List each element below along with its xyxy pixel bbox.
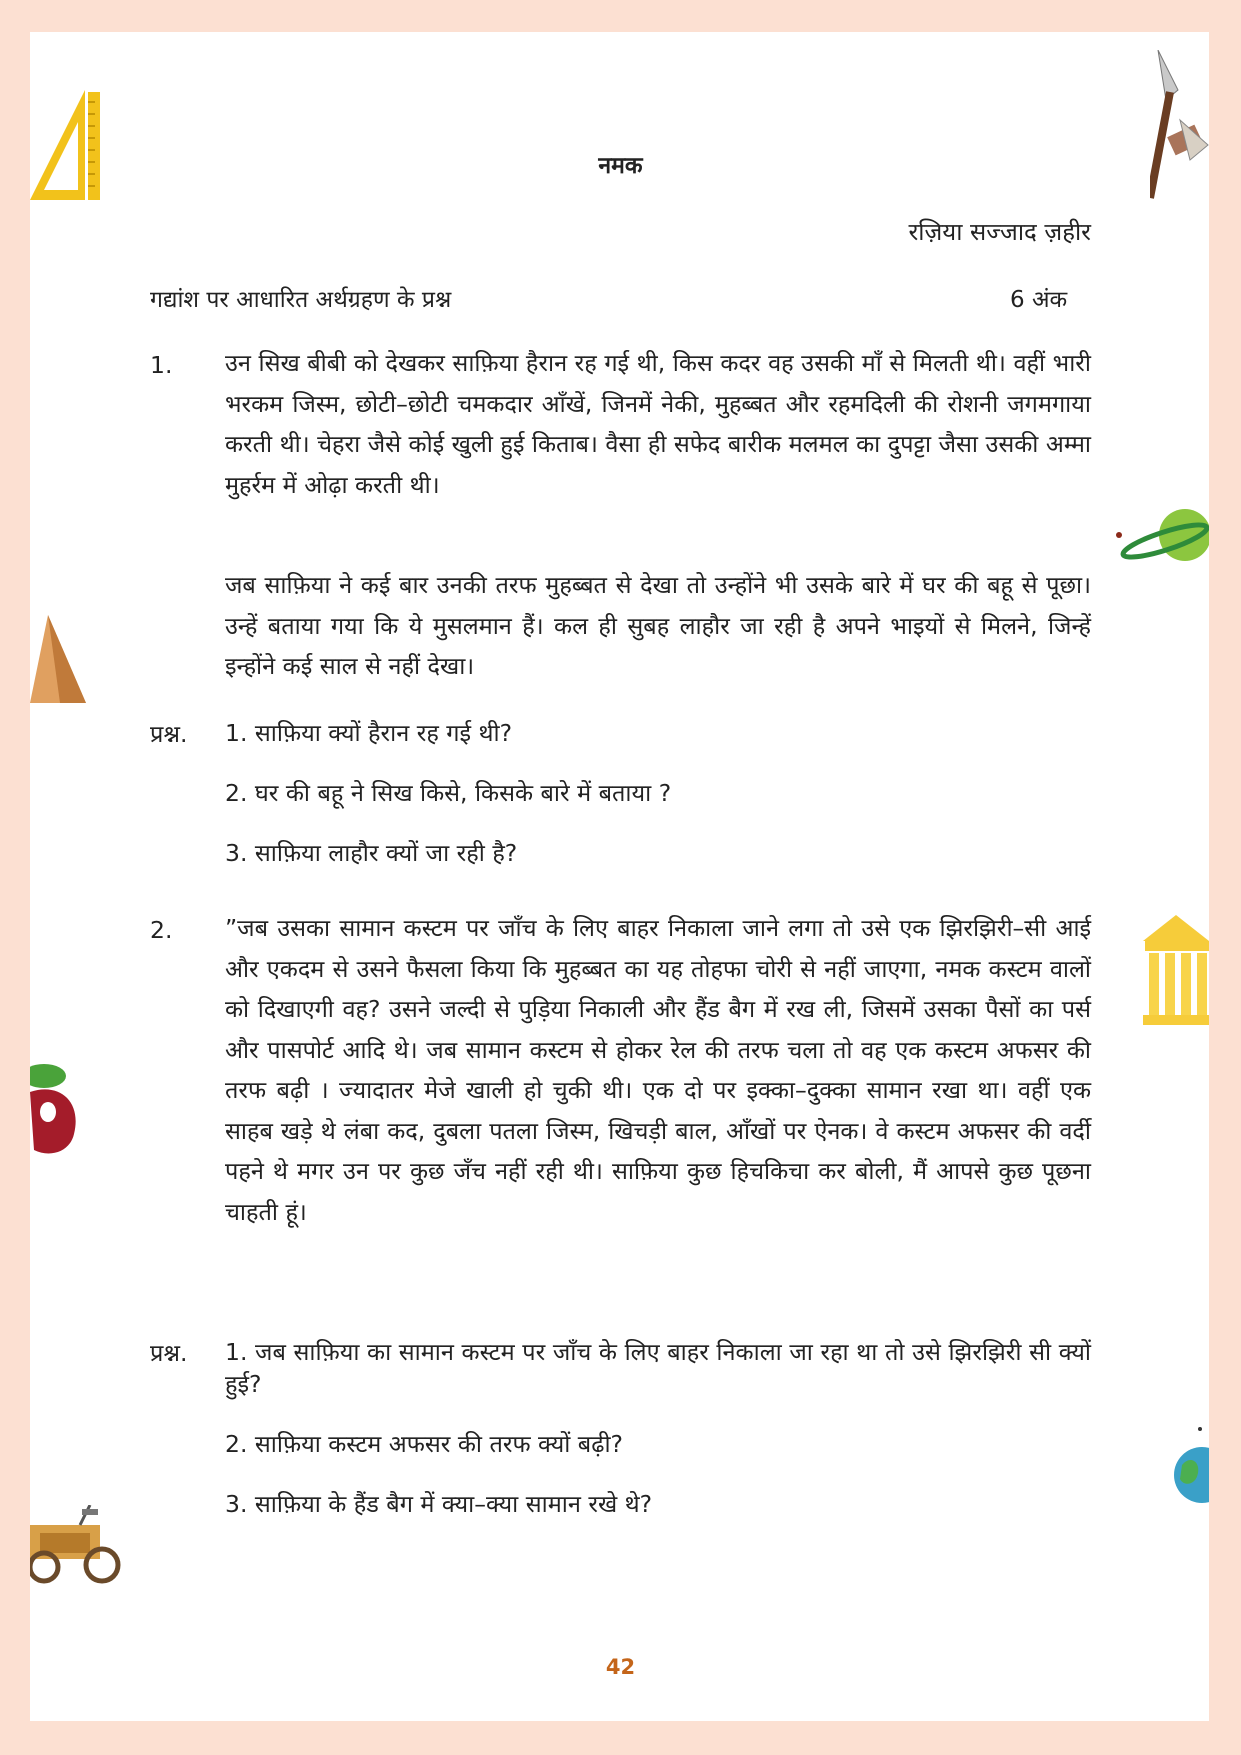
passage-1 (150, 343, 1090, 883)
author-name: रज़िया सज्जाद ज़हीर (908, 218, 1091, 246)
question-item: 2. घर की बहू ने सिख किसे, किसके बारे में बताया ? (225, 779, 672, 807)
question-item: 2. साफ़िया कस्टम अफसर की तरफ क्यों बढ़ी? (225, 1430, 624, 1458)
pillar-icon (1143, 915, 1209, 1027)
pyramid-icon (30, 615, 86, 705)
question-item: 3. साफ़िया लाहौर क्यों जा रही है? (225, 839, 518, 867)
passage-paragraph: जब साफ़िया ने कई बार उनकी तरफ मुहब्बत से देखा तो उन्होंने भी उसके बारे में घर की बहू से पूछा। उन्हें बताया गया कि ये मुसलमान हैं। कल ही सुबह लाहौर जा रही है अपने भाइयों से मिलने, जिन्हें इन्होंने कई साल से नहीं देखा। (225, 571, 1091, 680)
ruler-set-square-icon (30, 90, 102, 202)
question-item: 3. साफ़िया के हैंड बैग में क्या–क्या सामान रखे थे? (225, 1490, 653, 1518)
page-title: नमक (598, 153, 643, 179)
question-label: प्रश्न. (150, 1339, 188, 1367)
planet-icon (1115, 505, 1209, 575)
marks-label: 6 अंक (1010, 287, 1068, 313)
cart-icon (30, 1505, 126, 1587)
question-item: 1. साफ़िया क्यों हैरान रह गई थी? (225, 719, 513, 747)
passage-paragraph: ”जब उसका सामान कस्टम पर जाँच के लिए बाहर निकाला जाने लगा तो उसे एक झिरझिरी–सी आई और एकदम से उसने फैसला किया कि मुहब्बत का यह तोहफा चोरी से नहीं जाएगा, नमक कस्टम वालों को दिखाएगी वह? उसने जल्दी से पुड़िया निकाली और हैंड बैग में रख ली, जिसमें उसका पैसों का पर्स और पासपोर्ट आदि थे। जब सामान कस्टम से होकर रेल की तरफ चला तो वह एक कस्टम अफसर की तरफ बढ़ी । ज्यादातर मेजे खाली हो चुकी थी। एक दो पर इक्का–दुक्का सामान रखा था। वहीं एक साहब खड़े थे लंबा कद, दुबला पतला जिस्म, खिचड़ी बाल, आँखों पर ऐनक। वे कस्टम अफसर की वर्दी पहने थे मगर उन पर कुछ जँच नहीं रही थी। साफ़िया कुछ हिचकिचा कर बोली, मैं आपसे कुछ पूछना चाहती हूं। (225, 914, 1091, 1226)
fossil-icon (30, 1062, 86, 1166)
question-label: प्रश्न. (150, 720, 188, 748)
globe-icon (1170, 1425, 1209, 1515)
page-number: 42 (605, 1655, 636, 1679)
passage-paragraph: उन सिख बीबी को देखकर साफ़िया हैरान रह गई थी, किस कदर वह उसकी माँ से मिलती थी। वहीं भारी भरकम जिस्म, छोटी–छोटी चमकदार आँखें, जिनमें नेकी, मुहब्बत और रहमदिली की रोशनी जगमगाया करती थी। चेहरा जैसे कोई खुली हुई किताब। वैसा ही सफेद बारीक मलमल का दुपट्टा जैसा उसकी अम्मा मुहर्रम में ओढ़ा करती थी। (225, 349, 1091, 499)
question-item: 1. जब साफ़िया का सामान कस्टम पर जाँच के लिए बाहर निकाला जा रहा था तो उसे झिरझिरी सी क्यों हुई? (225, 1338, 1091, 1398)
section-heading: गद्यांश पर आधारित अर्थग्रहण के प्रश्न (150, 287, 452, 313)
passage-2 (150, 908, 1090, 1528)
passage-number: 1. (150, 351, 173, 379)
passage-number: 2. (150, 916, 173, 944)
